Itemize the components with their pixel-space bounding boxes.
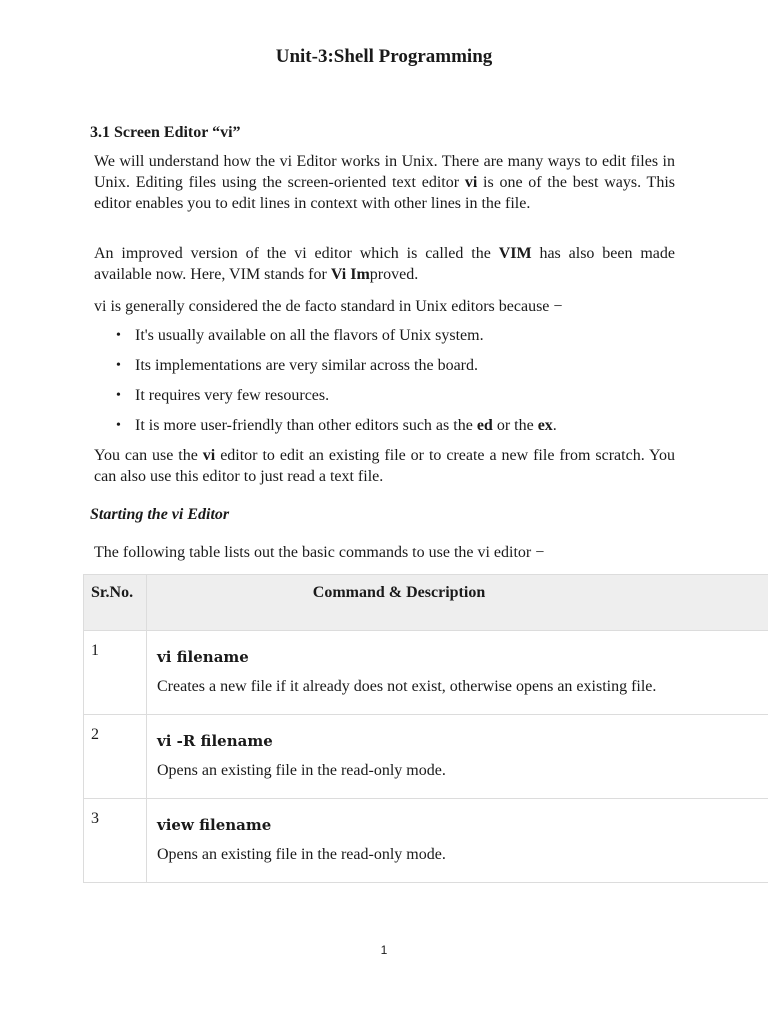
paragraph-text: We will understand how the vi Editor works in Unix. There are many ways to edit files in Unix. Editing files using the screen-oriented text editor: [94, 153, 675, 191]
paragraph-text: has also been made available now. Here, VIM stands for: [94, 245, 676, 283]
row-number: 3: [84, 799, 147, 883]
table-row: [84, 799, 768, 883]
bold-term-vi: vi: [464, 174, 478, 191]
vim-paragraph: [94, 243, 675, 285]
paragraph-text: You can use the: [94, 447, 203, 464]
header-sr-no: Sr.No.: [84, 575, 147, 631]
bold-term-vim: VIM: [498, 245, 532, 262]
command-cell: [147, 799, 768, 883]
header-command-description: Command & Description: [147, 575, 768, 631]
command-cell: [147, 715, 768, 799]
paragraph-text: proved.: [369, 266, 419, 283]
document-title: Unit-3:Shell Programming: [275, 46, 493, 67]
list-item-text: or the: [492, 417, 538, 434]
paragraph-text: editor to edit an existing file or to create a new file from scratch. You can also use this editor to just read a text file.: [94, 447, 676, 485]
intro-paragraph: [94, 151, 675, 214]
bold-term-ex: ex: [537, 417, 553, 434]
command-name: vi filename: [157, 648, 249, 666]
page-number: 1: [380, 943, 388, 957]
table-intro: The following table lists out the basic commands to use the vi editor −: [94, 544, 545, 561]
paragraph-text: is one of the best ways. This editor enables you to edit lines in context with other lines in the file.: [94, 174, 676, 212]
bold-term-ed: ed: [476, 417, 493, 434]
paragraph-text: An improved version of the vi editor which is called the: [94, 245, 499, 262]
list-item-text: .: [552, 417, 557, 434]
row-number: 1: [84, 631, 147, 715]
usage-paragraph: [94, 445, 675, 487]
table-header-row: [84, 575, 768, 631]
command-description: Creates a new file if it already does not exist, otherwise opens an existing file.: [157, 678, 657, 695]
command-table: [83, 574, 768, 883]
table-row: [84, 715, 768, 799]
standard-paragraph: vi is generally considered the de facto standard in Unix editors because −: [94, 298, 563, 315]
command-cell: [147, 631, 768, 715]
row-number: 2: [84, 715, 147, 799]
command-name: view filename: [157, 816, 272, 834]
subheading-starting-vi: Starting the vi Editor: [90, 506, 230, 523]
command-description: Opens an existing file in the read-only mode.: [157, 762, 446, 779]
list-item: • It requires very few resources.: [116, 385, 557, 415]
list-item-text: It is more user-friendly than other editors such as the: [135, 417, 477, 434]
command-name: vi -R filename: [157, 732, 273, 750]
bold-term-vi: vi: [202, 447, 216, 464]
section-heading: 3.1 Screen Editor “vi”: [90, 124, 241, 141]
list-item: • It's usually available on all the flavors of Unix system.: [116, 325, 557, 355]
feature-list: [116, 325, 557, 445]
bold-term-vi-improved: Vi Im: [330, 266, 370, 283]
command-description: Opens an existing file in the read-only mode.: [157, 846, 446, 863]
list-item: • Its implementations are very similar across the board.: [116, 355, 557, 385]
list-item: [116, 415, 557, 445]
table-row: [84, 631, 768, 715]
